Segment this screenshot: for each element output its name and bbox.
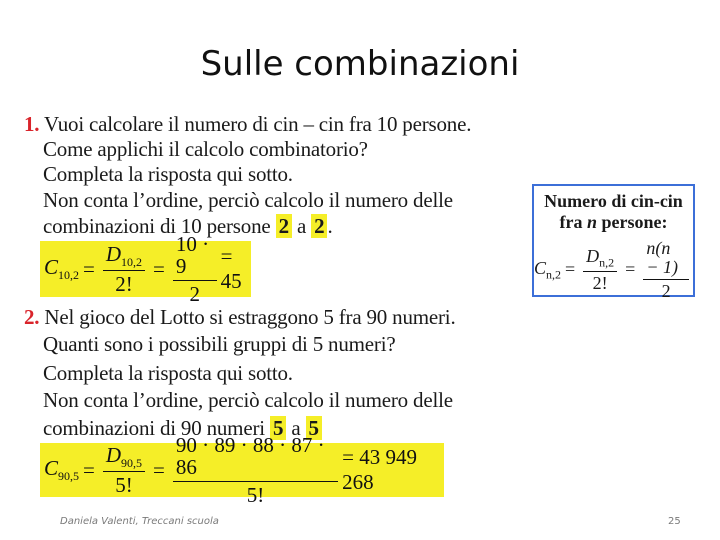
q2-formula-lhs: $C_{90,5}$ <box>44 455 80 484</box>
q2-answer-b: 5 <box>306 416 322 440</box>
q2-formula-frac2: $\frac{90 \cdot 89 \cdot 88 \cdot 87 \cdot 86}{5!}$ <box>173 434 338 505</box>
box-heading-line2: fra n persone: <box>559 212 668 232</box>
box-formula <box>534 239 693 301</box>
q2-line-1 <box>24 305 456 330</box>
q2-formula-eq1: = <box>83 457 95 482</box>
slide-title: Sulle combinazioni <box>200 44 520 84</box>
q2-text-3: Completa la risposta qui sotto. <box>43 361 293 385</box>
q2-answer-prefix: combinazioni di 90 numeri <box>43 416 265 440</box>
q1-formula-result: = 45 <box>220 244 242 293</box>
q1-formula <box>40 232 251 306</box>
box-heading-line1: Numero di cin-cin <box>544 191 683 211</box>
q1-text-1: Vuoi calcolare il numero di cin – cin fra 10 persone. <box>44 112 472 136</box>
q1-formula-frac1: $\frac{D_{10,2}}{2!}$ <box>103 243 145 296</box>
box-formula-lhs: $C_{n,2}$ <box>534 257 562 282</box>
box-formula-eq2: = <box>625 259 636 280</box>
q2-answer-mid: a <box>291 416 301 440</box>
q1-number: 1. <box>24 112 40 136</box>
footer-credit: Daniela Valenti, Treccani scuola <box>60 516 219 527</box>
q1-text-4: Non conta l’ordine, perciò calcolo il numero delle <box>43 188 453 212</box>
q1-text-2: Come applichi il calcolo combinatorio? <box>43 137 368 161</box>
box-formula-eq1: = <box>565 259 576 280</box>
q2-formula-result: = 43 949 268 <box>342 445 417 494</box>
q2-text-1: Nel gioco del Lotto si estraggono 5 fra 90 numeri. <box>44 305 456 329</box>
q1-line-1 <box>24 112 471 137</box>
q1-answer-b: 2 <box>311 214 327 238</box>
q1-formula-lhs: $C_{10,2}$ <box>44 254 80 283</box>
q1-formula-frac2: $\frac{10 \cdot 9}{2}$ <box>173 233 217 304</box>
box-formula-frac2: $\frac{n(n - 1)}{2}$ <box>643 239 689 301</box>
q1-answer-mid: a <box>296 214 307 238</box>
q1-answer-prefix: combinazioni di 10 persone <box>43 214 271 238</box>
q2-text-2: Quanti sono i possibili gruppi di 5 numeri? <box>43 332 396 356</box>
q2-formula <box>40 433 444 507</box>
q1-text-3: Completa la risposta qui sotto. <box>43 162 293 186</box>
q2-formula-eq2: = <box>153 457 165 482</box>
cin-cin-formula-box <box>532 184 695 301</box>
q1-formula-eq2: = <box>153 256 165 281</box>
box-formula-frac1: $\frac{D_{n,2}}{2!}$ <box>583 247 617 293</box>
q1-answer-end: . <box>327 214 333 238</box>
q1-answer-a: 2 <box>276 214 292 238</box>
q2-formula-frac1: $\frac{D_{90,5}}{5!}$ <box>103 444 145 497</box>
q2-answer-a: 5 <box>270 416 286 440</box>
q2-number: 2. <box>24 305 40 329</box>
page-number: 25 <box>668 516 681 527</box>
q1-formula-eq1: = <box>83 256 95 281</box>
q2-text-4: Non conta l’ordine, perciò calcolo il numero delle <box>43 388 453 412</box>
